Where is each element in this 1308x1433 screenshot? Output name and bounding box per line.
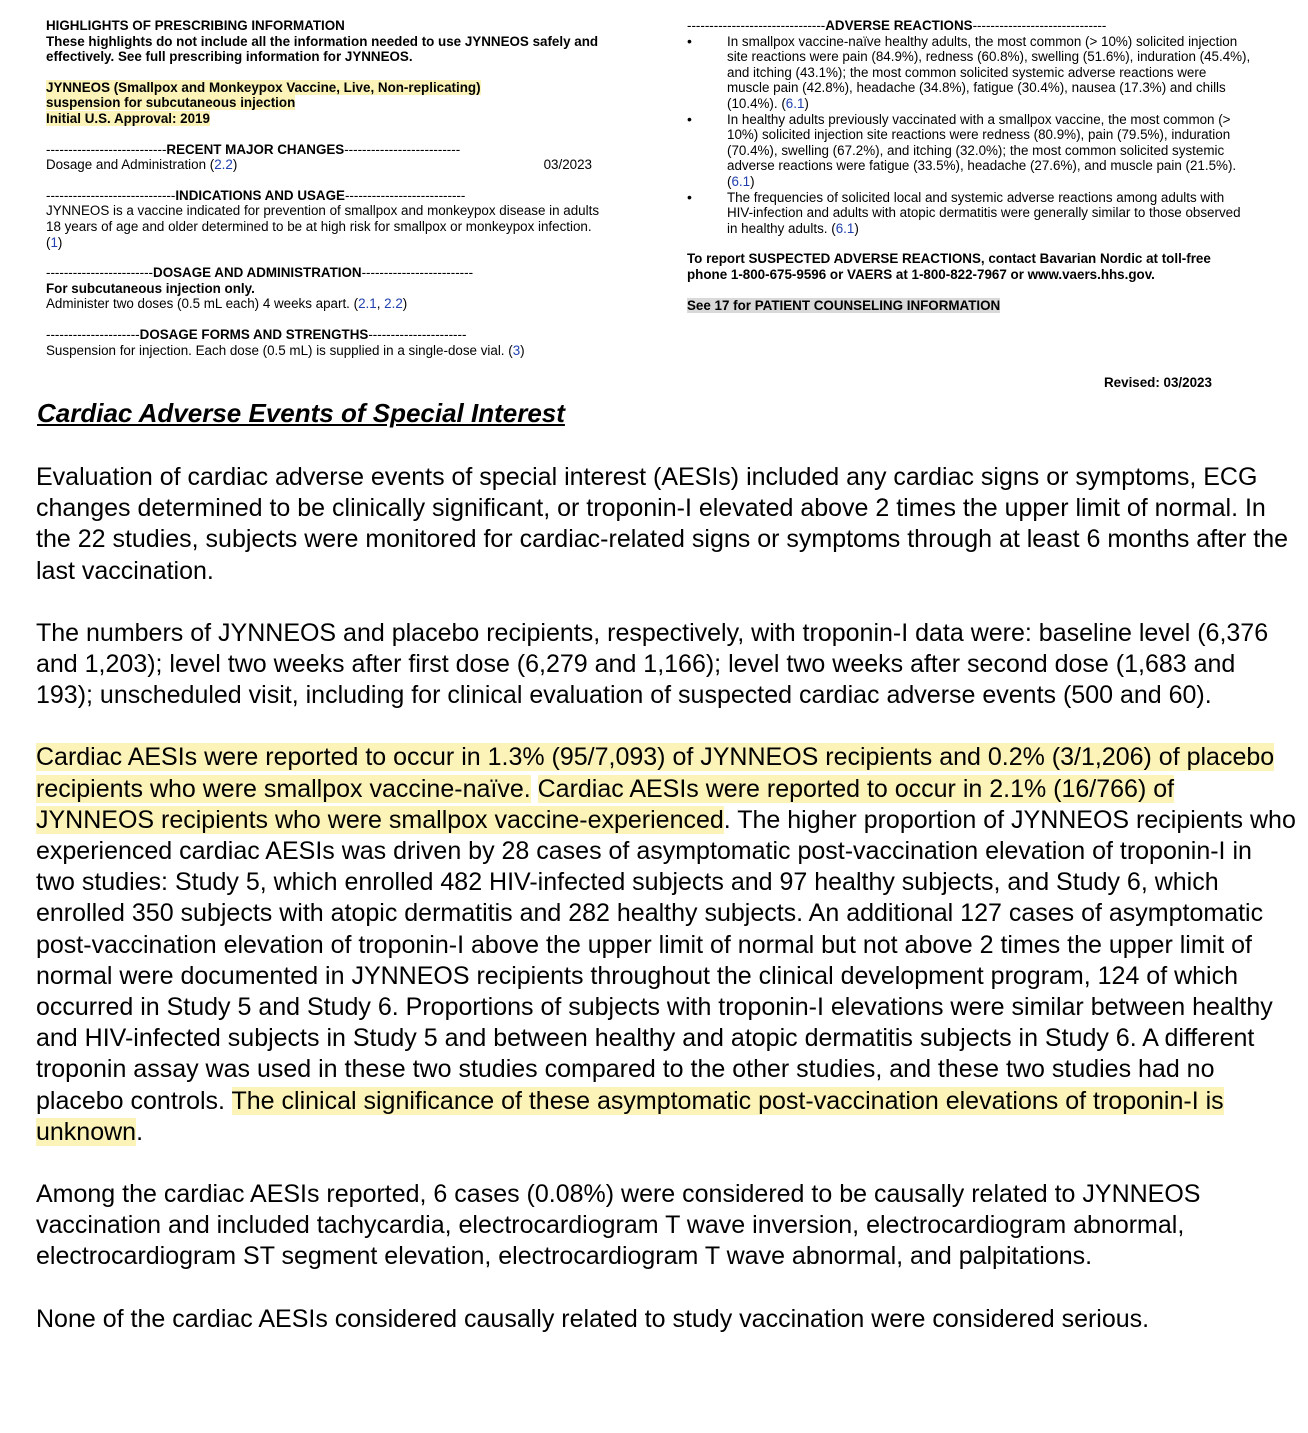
paragraph-cardiac-aesi-rates: Cardiac AESIs were reported to occur in 1.3% (95/7,093) of JYNNEOS recipients and 0.2% (3/1,206) of placebo recipients who were smallpox vaccine-naïve. Cardiac AESIs were reported to occur in 2.1% (16/766) of JYNNEOS recipients who were smallpox vaccine-experienced. The higher proportion of JYNNEOS recipients who experienced cardiac AESIs was driven by 28 cases of asymptomatic post-vaccination elevation of troponin-I in two studies: Study 5, which enrolled 482 HIV-infected subjects and 97 healthy subjects, and Study 6, which enrolled 350 subjects with atopic dermatitis and 282 healthy subjects. An additional 127 cases of asymptomatic post-vaccination elevation of troponin-I above the upper limit of normal but not above 2 times the upper limit of normal were documented in JYNNEOS recipients throughout the clinical development program, 124 of which occurred in Study 5 and Study 6. Proportions of subjects with troponin-I elevations were similar between healthy and HIV-infected subjects in Study 5 and between healthy and atopic dermatitis subjects in Study 6. A different troponin assay was used in these two studies compared to the other studies, and these two studies had no placebo controls. The clinical significance of these asymptomatic post-vaccination elevations of troponin-I is unknown. <box>36 743 1296 1146</box>
paragraph-causal-cases: Among the cardiac AESIs reported, 6 cases (0.08%) were considered to be causally related to JYNNEOS vaccination and included tachycardia, electrocardiogram T wave inversion, electrocardiogram abnormal, electrocardiogram ST segment elevation, electrocardiogram T wave abnormal, and palpitations. <box>36 1180 1201 1271</box>
revised-date: Revised: 03/2023 <box>1104 375 1212 390</box>
recent-changes-row: Dosage and Administration (2.2) 03/2023 <box>46 157 592 173</box>
section-title: Cardiac Adverse Events of Special Interest <box>37 398 565 428</box>
paragraph-cardiac-aesi-definition: Evaluation of cardiac adverse events of special interest (AESIs) included any cardiac signs or symptoms, ECG changes determined to be clinically significant, or troponin-I elevated above 2 times the upper limit of normal. In the 22 studies, subjects were monitored for cardiac-related signs or symptoms through at least 6 months after the last vaccination. <box>36 463 1289 585</box>
highlights-right-column <box>687 18 1252 313</box>
adverse-reactions-list <box>687 34 1252 237</box>
indications-heading: -----------------------------INDICATIONS AND USAGE--------------------------- <box>46 187 466 203</box>
list-item: • In healthy adults previously vaccinated with a smallpox vaccine, the most common (> 10%) solicited injection site reactions were redness (80.9%), pain (79.5%), induration (70.4%), swelling (67.2%), and itching (32.0%); the most common solicited systemic adverse reactions were fatigue (33.5%), headache (27.6%), and muscle pain (21.5%). (6.1) <box>687 112 1252 190</box>
list-item: • In smallpox vaccine-naïve healthy adults, the most common (> 10%) solicited injection site reactions were pain (84.9%), redness (60.8%), swelling (51.6%), induration (45.4%), and itching (43.1%); the most common solicited systemic adverse reactions were muscle pain (42.8%), headache (34.8%), fatigue (30.4%), nausea (17.3%) and chills (10.4%). (6.1) <box>687 34 1252 112</box>
paragraph-troponin-data: The numbers of JYNNEOS and placebo recipients, respectively, with troponin-I data were: baseline level (6,376 and 1,203); level two weeks after first dose (6,279 and 1,166); level two weeks after second dose (1,683 and 193); unscheduled visit, including for clinical evaluation of suspected cardiac adverse events (500 and 60). <box>36 618 1269 710</box>
recent-changes-date: 03/2023 <box>543 157 592 173</box>
ref-6-1-link[interactable]: 6.1 <box>731 173 751 189</box>
recent-changes-heading: ---------------------------RECENT MAJOR CHANGES-------------------------- <box>46 141 461 157</box>
section-body <box>36 462 1296 1366</box>
highlights-left-column <box>46 18 606 358</box>
patient-counseling: See 17 for PATIENT COUNSELING INFORMATION <box>687 297 1001 313</box>
dosage-route: For subcutaneous injection only. <box>46 280 255 296</box>
ref-2-2-link[interactable]: 2.2 <box>214 157 233 173</box>
highlights-heading: HIGHLIGHTS OF PRESCRIBING INFORMATION <box>46 18 345 33</box>
highlight-experienced-rate: Cardiac AESIs were reported to occur in 2.1% (16/766) of JYNNEOS recipients who were smallpox vaccine-experienced <box>36 774 1175 834</box>
ref-2-2b-link[interactable]: 2.2 <box>384 296 403 312</box>
ref-6-1-link[interactable]: 6.1 <box>835 220 855 236</box>
list-item: • The frequencies of solicited local and systemic adverse reactions among adults with HIV-infection and adults with atopic dermatitis were generally similar to those observed in healthy adults. (6.1) <box>687 190 1252 237</box>
ref-6-1-link[interactable]: 6.1 <box>785 95 805 111</box>
dosage-forms-text: Suspension for injection. Each dose (0.5 mL) is supplied in a single-dose vial. (3) <box>46 342 525 358</box>
initial-approval: Initial U.S. Approval: 2019 <box>46 110 210 126</box>
highlight-naive-rate: Cardiac AESIs were reported to occur in 1.3% (95/7,093) of JYNNEOS recipients and 0.2% (3/1,206) of placebo recipients who were smallpox vaccine-naïve. <box>36 743 1275 803</box>
indications-text: JYNNEOS is a vaccine indicated for prevention of smallpox and monkeypox disease in adults 18 years of age and older determined to be at high risk for smallpox or monkeypox infection. (1) <box>46 203 600 250</box>
dosage-forms-heading: ---------------------DOSAGE FORMS AND STRENGTHS---------------------- <box>46 326 467 342</box>
highlight-clinical-significance: The clinical significance of these asymptomatic post-vaccination elevations of troponin-I is unknown <box>36 1086 1224 1146</box>
ref-1-link[interactable]: 1 <box>50 234 58 250</box>
dosage-admin-heading: ------------------------DOSAGE AND ADMINISTRATION------------------------- <box>46 265 474 281</box>
product-name: JYNNEOS (Smallpox and Monkeypox Vaccine, Live, Non-replicating) suspension for subcutaneous injection Initial U.S. Approval: 2019 <box>46 79 481 126</box>
highlights-intro: These highlights do not include all the information needed to use JYNNEOS safely and effectively. See full prescribing information for JYNNEOS. <box>46 33 599 65</box>
paragraph-serious: None of the cardiac AESIs considered causally related to study vaccination were considered serious. <box>36 1304 1150 1333</box>
adverse-reactions-heading: -------------------------------ADVERSE REACTIONS------------------------------ <box>687 18 1107 33</box>
report-adverse-reactions: To report SUSPECTED ADVERSE REACTIONS, contact Bavarian Nordic at toll-free phone 1-800-675-9596 or VAERS at 1-800-822-7967 or www.vaers.hhs.gov. <box>687 251 1211 282</box>
dosage-text: Administer two doses (0.5 mL each) 4 weeks apart. (2.1, 2.2) <box>46 296 408 312</box>
ref-3-link[interactable]: 3 <box>512 342 521 358</box>
ref-2-1-link[interactable]: 2.1 <box>358 296 377 312</box>
